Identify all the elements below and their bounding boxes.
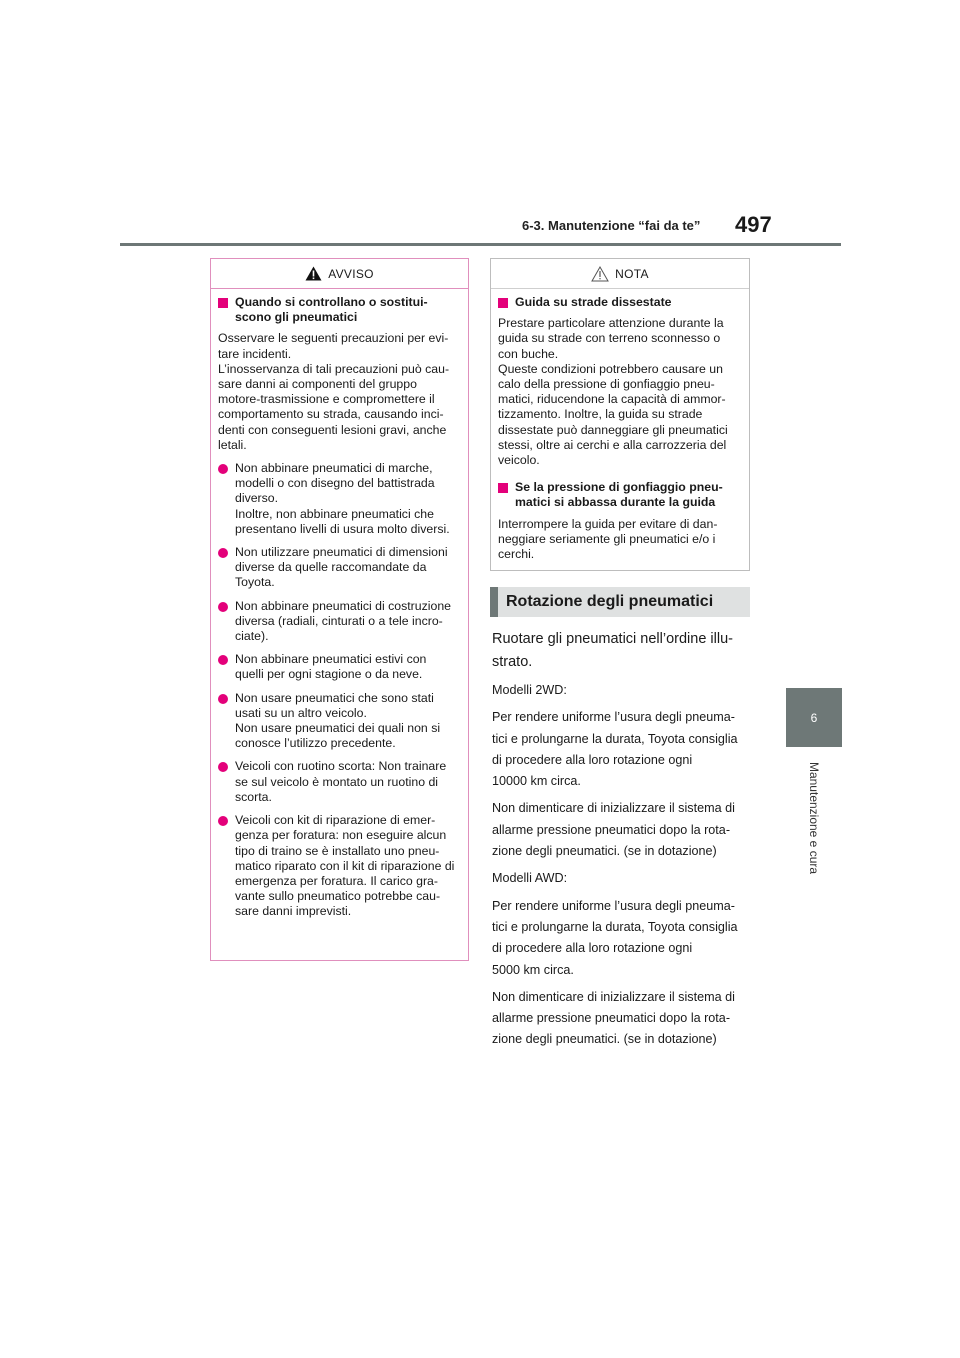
round-bullet-icon [218, 464, 228, 474]
warning-bullet-text: Non utilizzare pneumatici di dimensioni diverse da quelle raccomandate da Toyota. [235, 545, 448, 590]
warning-triangle-icon [305, 266, 322, 281]
warning-heading-text: Quando si controllano o sostitui- scono gli pneumatici [235, 295, 428, 325]
section-heading: 6-3. Manutenzione “fai da te” [522, 218, 701, 233]
note-box-title: NOTA [615, 266, 649, 281]
square-bullet-icon [218, 298, 228, 308]
warning-bullet-text: Non usare pneumatici che sono stati usati su un altro veicolo. Non usare pneumatici dei quali non si conosce l’utilizzo precedente. [235, 690, 441, 751]
note-box-header [491, 259, 749, 289]
warning-bullet [218, 691, 461, 752]
warning-box-title: AVVISO [328, 266, 374, 281]
round-bullet-icon [218, 655, 228, 665]
paragraph: Non dimenticare di inizializzare il sistema di allarme pressione pneumatici dopo la rota- zione degli pneumatici. (se in dotazione) [492, 801, 735, 859]
warning-bullet [218, 545, 461, 591]
note-text: Interrompere la guida per evitare di dan- neggiare seriamente gli pneumatici e/o i cerchi. [498, 516, 718, 562]
header-divider [120, 243, 841, 246]
paragraph: Modelli AWD: [492, 871, 568, 886]
caution-triangle-outline-icon [591, 266, 609, 282]
note-heading-text: Guida su strade dissestate [515, 295, 672, 309]
rotation-content [492, 628, 754, 1057]
warning-intro: Osservare le seguenti precauzioni per evi- tare incidenti. L’inosservanza di tali precauzioni può cau- sare danni ai componenti del gruppo motore-trasmissione e compromettere il comportamento su strada, causando inci- denti con conseguenti lesioni gravi, anche letali. [218, 331, 450, 452]
square-bullet-icon [498, 298, 508, 308]
warning-bullet-text: Non abbinare pneumatici di costruzione diversa (radiali, cinturati o a tele incro- ciate). [235, 598, 452, 644]
round-bullet-icon [218, 548, 228, 558]
note-heading [498, 480, 742, 510]
warning-box [210, 258, 469, 961]
warning-bullet-text: Veicoli con kit di riparazione di emer- genza per foratura: non eseguire alcun tipo di traino se è installato uno pneu- matico riparato con il kit di riparazione di emergenza per foratura. Il carico gra- vante sullo pneumatico potrebbe cau- sare danni imprevisti. [235, 813, 455, 919]
section-title: Rotazione degli pneumatici [490, 587, 750, 617]
round-bullet-icon [218, 694, 228, 704]
note-text: Prestare particolare attenzione durante la guida su strade con terreno sconnesso o con buche. Queste condizioni potrebbero causare un calo della pressione di gonfiaggio pneu- matici, riducendone la capacità di ammor- tizzamento. Inoltre, la guida su strade dissestate può danneggiare gli pneumatici stessi, oltre ai cerchi e alla carrozzeria del veicolo. [498, 316, 728, 468]
warning-bullet-text: Veicoli con ruotino scorta: Non trainare se sul veicolo è montato un ruotino di scorta. [235, 759, 447, 804]
note-box [490, 258, 750, 571]
warning-bullet [218, 759, 461, 805]
warning-bullet [218, 652, 461, 682]
page-number: 497 [735, 212, 772, 237]
warning-bullet [218, 461, 461, 537]
round-bullet-icon [218, 602, 228, 612]
chapter-number: 6 [810, 710, 818, 725]
round-bullet-icon [218, 816, 228, 826]
paragraph: Non dimenticare di inizializzare il sistema di allarme pressione pneumatici dopo la rota- zione degli pneumatici. (se in dotazione) [492, 989, 735, 1047]
rotation-lead: Ruotare gli pneumatici nell’ordine illu- strato. [492, 631, 733, 670]
warning-bullet [218, 599, 461, 645]
note-heading [498, 295, 742, 310]
warning-heading [218, 295, 461, 325]
note-heading-text: Se la pressione di gonfiaggio pneu- matici si abbassa durante la guida [515, 480, 723, 510]
round-bullet-icon [218, 762, 228, 772]
warning-bullet [218, 813, 461, 919]
warning-box-header [211, 259, 468, 289]
chapter-tab [786, 688, 842, 747]
chapter-label: Manutenzione e cura [807, 761, 822, 875]
warning-bullet-text: Non abbinare pneumatici estivi con quelli per ogni stagione o da neve. [235, 652, 427, 682]
warning-bullet-text: Non abbinare pneumatici di marche, modelli o con disegno del battistrada diverso. Inoltre, non abbinare pneumatici che presentano livelli di usura molto diversi. [235, 461, 450, 536]
paragraph: Per rendere uniforme l’usura degli pneuma- tici e prolungarne la durata, Toyota consiglia di procedere alla loro rotazione ogni 10000 km circa. [492, 710, 738, 789]
paragraph: Per rendere uniforme l’usura degli pneuma- tici e prolungarne la durata, Toyota consiglia di procedere alla loro rotazione ogni 5000 km circa. [492, 898, 738, 977]
paragraph: Modelli 2WD: [492, 683, 567, 697]
square-bullet-icon [498, 483, 508, 493]
chapter-side-label [800, 758, 828, 878]
